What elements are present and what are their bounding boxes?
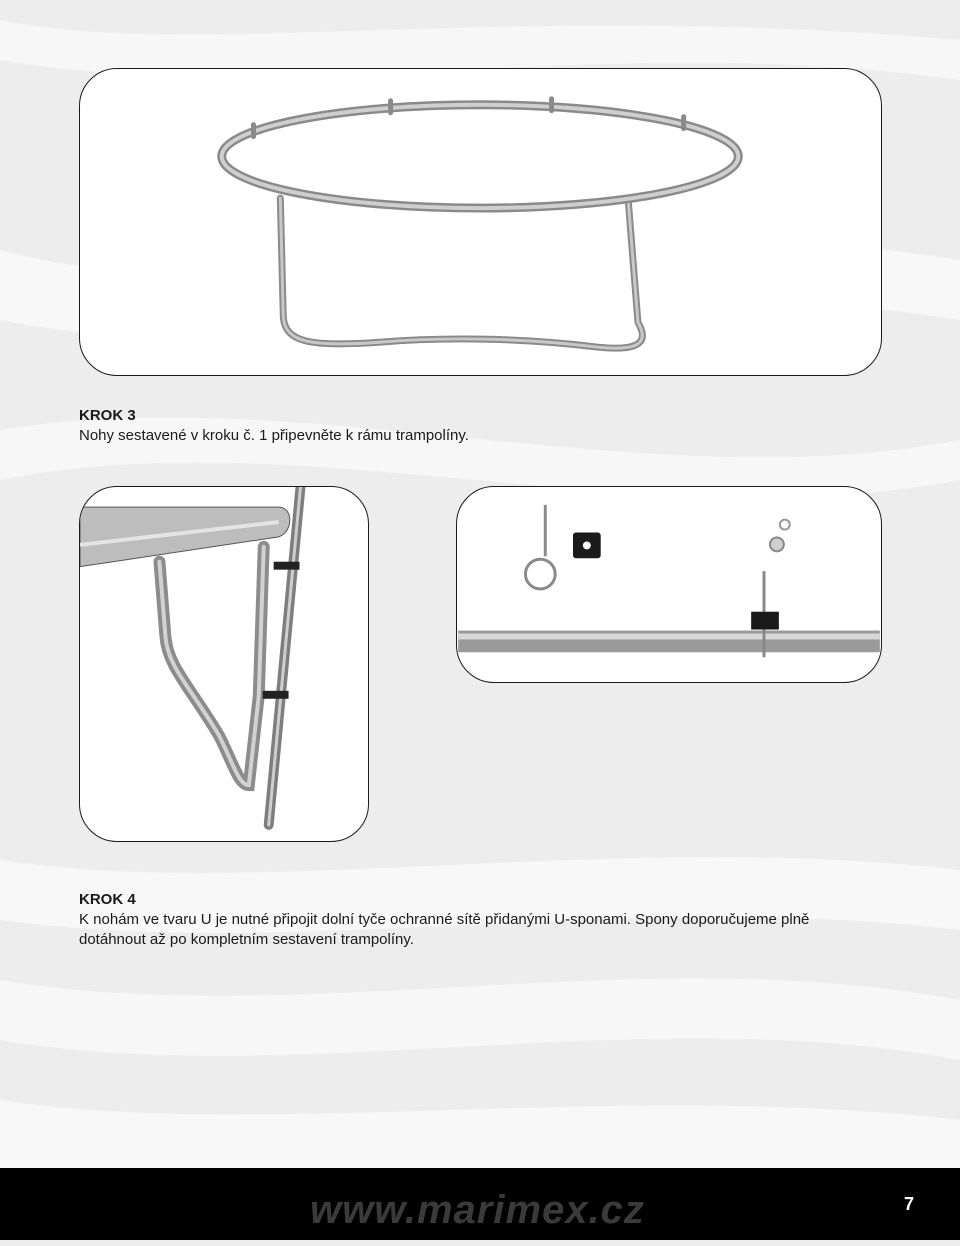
step-3-title: KROK 3: [79, 407, 136, 424]
u-clamp-hardware-drawing: [457, 487, 881, 682]
step-4-text-line2: dotáhnout až po kompletním sestavení trampolíny.: [79, 931, 414, 948]
step-4-title: KROK 4: [79, 891, 136, 908]
step-3: [79, 406, 879, 446]
step-4-text-line1: K nohám ve tvaru U je nutné připojit dolní tyče ochranné sítě přidanými U-sponami. Spony doporučujeme plně: [79, 911, 810, 928]
step-3-text: Nohy sestavené v kroku č. 1 připevněte k rámu trampolíny.: [79, 427, 469, 444]
u-clamp-hardware-photo: [456, 486, 882, 683]
website-url[interactable]: www.marimex.cz: [310, 1188, 645, 1232]
step-4: [79, 890, 899, 950]
footer-bar: [0, 1168, 960, 1240]
trampoline-frame-drawing: [80, 69, 881, 375]
trampoline-frame-photo: [79, 68, 882, 376]
net-pole-attachment-photo: [79, 486, 369, 842]
net-pole-drawing: [80, 487, 368, 841]
page-number: 7: [904, 1194, 915, 1214]
